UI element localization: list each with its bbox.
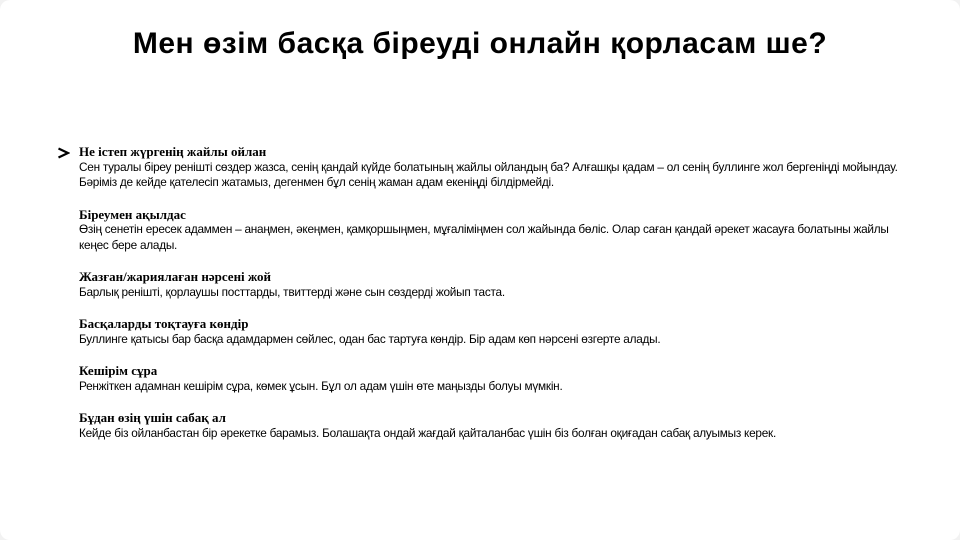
section-body: Барлық ренішті, қорлаушы посттарды, твиттерді және сын сөздерді жойып таста. xyxy=(79,284,505,299)
section xyxy=(79,363,911,394)
section-body: Сен туралы біреу ренішті сөздер жазса, сенің қандай күйде болатының жайлы ойландың ба? Алғашқы қадам – ол сенің буллинге жол бергеніңді мойындау. Бәріміз де кейде қателесіп жатамыз, дегенмен бұл сенің жаман адам екеніңді білдірмейді. xyxy=(79,159,898,189)
section-body: Кейде біз ойланбастан бір әрекетке барамыз. Болашақта ондай жағдай қайталанбас үшін біз болған оқиғадан сабақ алуымыз керек. xyxy=(79,425,776,440)
section-heading: Бұдан өзің үшін сабақ ал xyxy=(79,410,226,425)
section xyxy=(79,269,911,300)
section-heading: Біреумен ақылдас xyxy=(79,206,186,222)
section-body: Буллинге қатысы бар басқа адамдармен сөйлес, одан бас тартуға көндір. Бір адам көп нәрсені өзгерте алады. xyxy=(79,331,661,346)
slide-title: Мен өзім басқа біреуді онлайн қорласам ше? xyxy=(132,27,828,60)
section-heading: Басқаларды тоқтауға көндір xyxy=(79,316,249,331)
section xyxy=(79,144,911,191)
section-body: Өзің сенетін ересек адаммен – анаңмен, әкеңмен, қамқоршыңмен, мұғаліміңмен сол жайында бөліс. Олар саған қандай әрекет жасауға болатыны жайлы кеңес бере алады. xyxy=(79,222,889,252)
arrowhead-bullet-icon xyxy=(57,146,70,158)
section xyxy=(79,316,911,347)
slide-body xyxy=(79,144,911,441)
section xyxy=(79,410,911,441)
section xyxy=(79,207,911,254)
sections-list xyxy=(79,144,911,441)
section-body: Ренжіткен адамнан кешірім сұра, көмек ұсын. Бұл ол адам үшін өте маңызды болуы мүмкін. xyxy=(79,378,563,393)
section-heading: Не істеп жүргенің жайлы ойлан xyxy=(79,144,267,159)
section-heading: Кешірім сұра xyxy=(79,363,158,378)
section-heading: Жазған/жариялаған нәрсені жой xyxy=(79,269,272,284)
